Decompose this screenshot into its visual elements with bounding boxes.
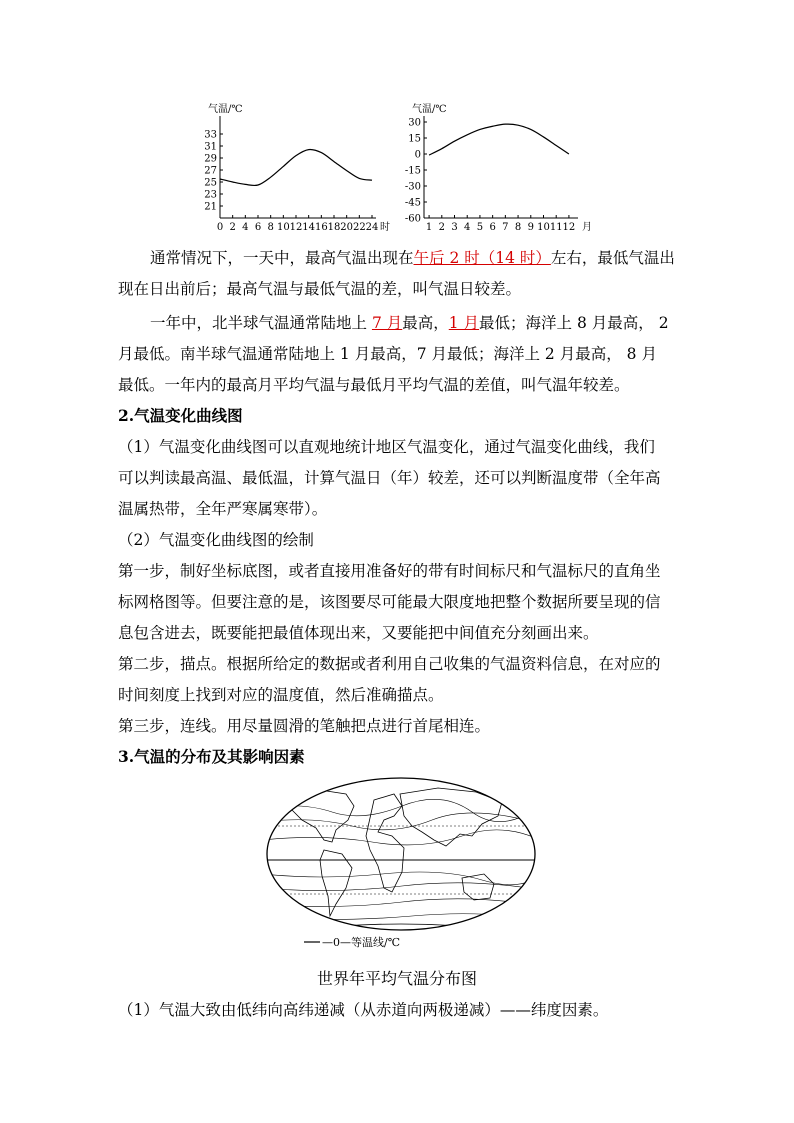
section-3-heading: 3.气温的分布及其影响因素 xyxy=(118,747,305,766)
daily-temperature-chart xyxy=(198,100,388,242)
y-tick-label: 29 xyxy=(204,153,217,165)
y-tick-label: -45 xyxy=(404,197,421,209)
y-tick-label: 21 xyxy=(204,201,217,213)
paragraph-annual-range-line-2: 月最低。南半球气温通常陆地上 1 月最高，7 月最低；海洋上 2 月最高， 8 月 xyxy=(118,345,657,363)
x-tick-label: 20 xyxy=(340,222,354,233)
x-tick-label: 22 xyxy=(352,222,366,233)
x-tick-label: 6 xyxy=(254,222,262,233)
x-tick-label: 5 xyxy=(476,222,484,233)
map-caption: 世界年平均气温分布图 xyxy=(316,969,477,988)
annual-temperature-chart-svg xyxy=(396,100,596,238)
x-tick-label: 11 xyxy=(549,222,563,233)
y-axis-label: 气温/℃ xyxy=(208,104,243,115)
map-legend xyxy=(304,935,400,949)
section-2-text: 可以判读最高温、最低温，计算气温日（年）较差，还可以判断温度带（全年高 xyxy=(118,469,661,487)
x-tick-label: 6 xyxy=(489,222,496,233)
step-1-text: 标网格图等。但要注意的是，该图要尽可能最大限度地把整个数据所要呈现的信 xyxy=(118,593,661,611)
step-1-text: 息包含进去，既要能把最值体现出来，又要能把中间值充分刻画出来。 xyxy=(118,624,599,642)
text: 通常情况下，一天中，最高气温出现在 xyxy=(150,249,414,267)
x-tick-label: 2 xyxy=(438,222,445,233)
y-tick-label: 31 xyxy=(204,141,217,153)
y-tick-label: 30 xyxy=(408,117,421,129)
x-tick-label: 2 xyxy=(229,222,236,233)
x-tick-label: 8 xyxy=(267,222,274,233)
section-3-point-1: （1）气温大致由低纬向高纬递减（从赤道向两极递减）——纬度因素。 xyxy=(118,1001,609,1019)
answer-january: 1 月 xyxy=(448,314,480,332)
x-tick-label: 10 xyxy=(276,222,290,233)
x-tick-label: 16 xyxy=(314,222,328,233)
x-axis-label: 时 xyxy=(380,222,390,233)
y-tick-label: 33 xyxy=(204,129,217,141)
x-tick-label: 4 xyxy=(464,222,471,233)
x-tick-label: 24 xyxy=(365,222,379,233)
x-tick-label: 12 xyxy=(562,222,576,233)
section-2-text: （1）气温变化曲线图可以直观地统计地区气温变化，通过气温变化曲线，我们 xyxy=(118,438,655,456)
map-legend-label: —0—等温线/℃ xyxy=(322,936,401,949)
answer-july: 7 月 xyxy=(371,314,403,332)
y-tick-label: -15 xyxy=(404,165,421,177)
y-tick-label: -30 xyxy=(404,181,421,193)
y-axis-label: 气温/℃ xyxy=(412,104,447,115)
x-tick-label: 1 xyxy=(425,222,433,233)
section-2-heading: 2.气温变化曲线图 xyxy=(118,406,243,425)
y-tick-label: 27 xyxy=(204,165,217,177)
x-tick-label: 12 xyxy=(289,222,303,233)
section-2-text: 温属热带，全年严寒属寒带）。 xyxy=(118,500,328,518)
step-2-text: 时间刻度上找到对应的温度值，然后准确描点。 xyxy=(118,686,444,704)
x-tick-label: 9 xyxy=(527,222,534,233)
step-1-text: 第一步，制好坐标底图，或者直接用准备好的带有时间标尺和气温标尺的直角坐 xyxy=(118,562,661,580)
x-tick-label: 4 xyxy=(242,222,249,233)
y-tick-label: 25 xyxy=(204,177,217,189)
x-tick-label: 0 xyxy=(216,222,224,233)
text: 左右，最低气温出 xyxy=(550,249,675,267)
y-tick-label: 0 xyxy=(414,149,421,161)
annual-temperature-chart xyxy=(396,100,596,242)
temperature-curve xyxy=(429,124,569,155)
paragraph-annual-range-line-3: 最低。一年内的最高月平均气温与最低月平均气温的差值，叫气温年较差。 xyxy=(118,376,630,394)
text: 最高， xyxy=(402,314,449,332)
x-tick-label: 18 xyxy=(327,222,341,233)
paragraph-daily-range-line-2: 现在日出前后；最高气温与最低气温的差，叫气温日较差。 xyxy=(118,280,522,298)
x-axis-label: 月 xyxy=(582,222,592,233)
x-tick-label: 14 xyxy=(302,222,316,233)
x-tick-label: 10 xyxy=(537,222,550,233)
world-temperature-map xyxy=(262,776,540,952)
step-2-text: 第二步，描点。根据所给定的数据或者利用自己收集的气温资料信息，在对应的 xyxy=(118,655,661,673)
answer-afternoon-2pm: 午后 2 时（14 时） xyxy=(413,249,551,267)
x-tick-label: 8 xyxy=(514,222,522,233)
paragraph-daily-range-line-1 xyxy=(118,248,710,268)
step-3-text: 第三步，连线。用尽量圆滑的笔触把点进行首尾相连。 xyxy=(118,717,491,735)
text: 最低；海洋上 8 月最高， 2 xyxy=(479,314,669,332)
x-tick-label: 7 xyxy=(502,222,509,233)
text: 一年中，北半球气温通常陆地上 xyxy=(150,314,372,332)
paragraph-annual-range-line-1 xyxy=(118,313,710,333)
y-tick-label: -60 xyxy=(404,213,421,225)
temperature-curve xyxy=(220,150,372,186)
x-tick-label: 3 xyxy=(451,222,458,233)
y-tick-label: 23 xyxy=(204,189,217,201)
world-map-svg xyxy=(262,776,540,952)
section-2-subheading: （2）气温变化曲线图的绘制 xyxy=(118,531,314,549)
daily-temperature-chart-svg xyxy=(198,100,388,238)
y-tick-label: 15 xyxy=(408,133,421,145)
